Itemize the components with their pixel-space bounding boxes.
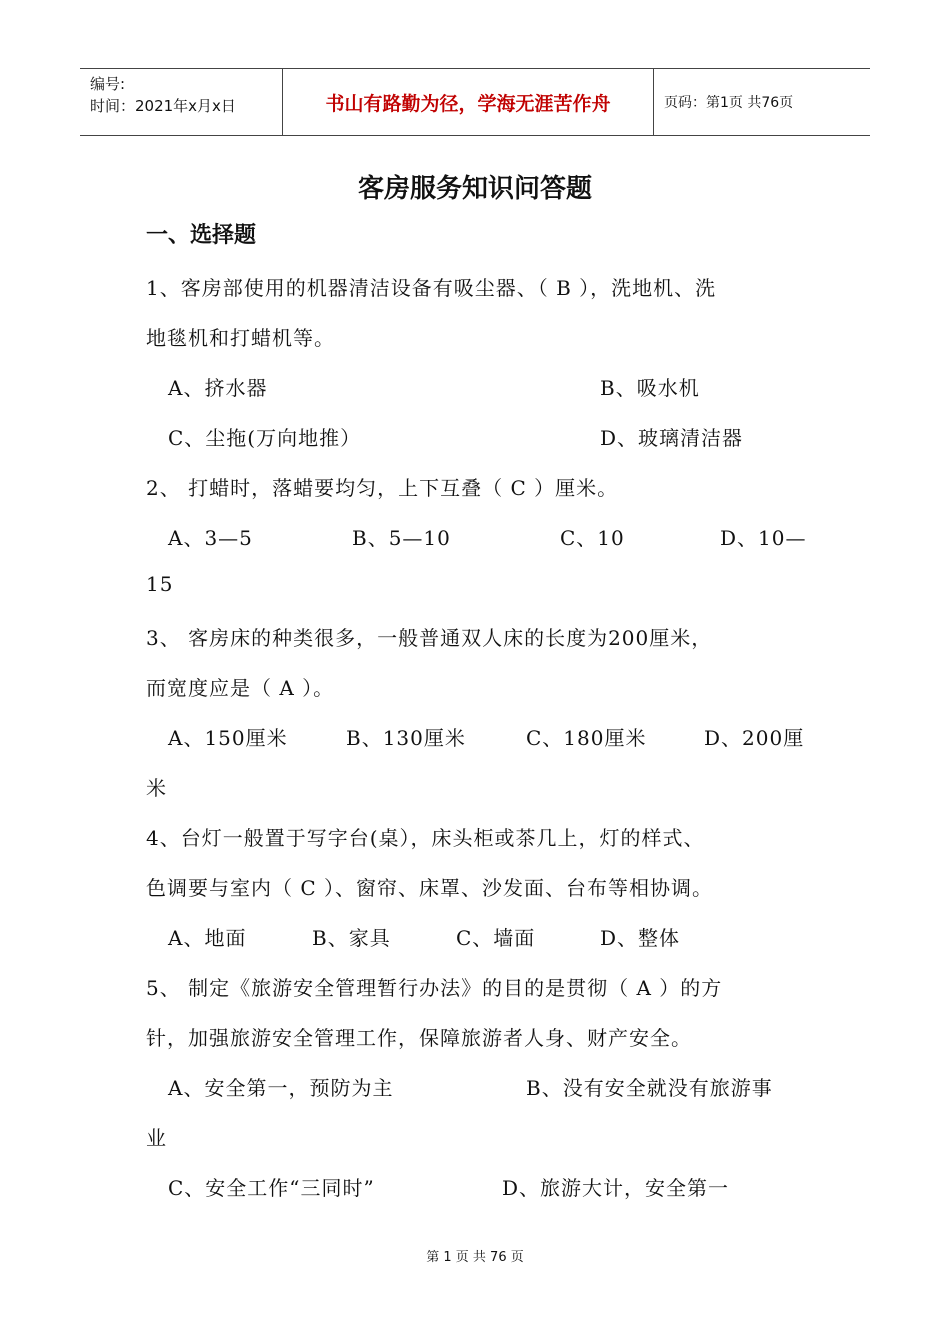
header-page-info: 页码：第1页 共76页 [664,95,794,111]
q2-continuation: 15 [146,572,174,596]
q3-option-a: A、150厘米 [168,726,288,750]
q3-option-c: C、180厘米 [526,726,647,750]
q5-option-b-continuation: 业 [146,1126,167,1150]
q2-option-a: A、3—5 [168,526,253,550]
q3-option-d: D、200厘 [704,726,805,750]
q5-option-a: A、安全第一，预防为主 [168,1076,394,1100]
page-footer: 第 1 页 共 76 页 [426,1250,524,1265]
q1-line1: 1、客房部使用的机器清洁设备有吸尘器、（ B ），洗地机、洗 [146,276,717,300]
q1-option-b: B、吸水机 [600,376,700,400]
header-motto: 书山有路勤为径，学海无涯苦作舟 [282,69,654,135]
q1-line2: 地毯机和打蜡机等。 [146,326,335,350]
q5-line2: 针，加强旅游安全管理工作，保障旅游者人身、财产安全。 [146,1026,692,1050]
q2-option-d: D、10— [720,526,807,550]
q3-line2: 而宽度应是（ A ）。 [146,676,335,700]
q2-option-b: B、5—10 [352,526,451,550]
time-label: 时间：2021年x月x日 [90,97,236,115]
document-header [80,68,870,136]
document-title: 客房服务知识问答题 [357,174,592,204]
q5-option-b: B、没有安全就没有旅游事 [526,1076,773,1100]
q4-option-a: A、地面 [168,926,247,950]
q3-continuation: 米 [146,776,167,800]
q4-option-c: C、墙面 [456,926,536,950]
q5-option-d: D、旅游大计，安全第一 [502,1176,730,1200]
q2-line1: 2、 打蜡时，落蜡要均匀，上下互叠（ C ）厘米。 [146,476,619,500]
q2-option-c: C、10 [560,526,625,550]
q4-line2: 色调要与室内（ C ）、窗帘、床罩、沙发面、台布等相协调。 [146,876,714,900]
header-meta [80,69,282,135]
section-title: 一、选择题 [146,223,257,248]
q4-line1: 4、台灯一般置于写字台(桌），床头柜或茶几上，灯的样式、 [146,826,705,850]
q5-line1: 5、 制定《旅游安全管理暂行办法》的目的是贯彻（ A ）的方 [146,976,723,1000]
q3-line1: 3、 客房床的种类很多，一般普通双人床的长度为200厘米， [146,626,713,650]
number-label: 编号: [90,75,126,93]
q1-option-c: C、尘拖(万向地推） [168,426,362,450]
q1-option-a: A、挤水器 [168,376,268,400]
q5-option-c: C、安全工作“三同时” [168,1176,375,1200]
q1-option-d: D、玻璃清洁器 [600,426,744,450]
q4-option-d: D、整体 [600,926,681,950]
q3-option-b: B、130厘米 [346,726,466,750]
q4-option-b: B、家具 [312,926,391,950]
